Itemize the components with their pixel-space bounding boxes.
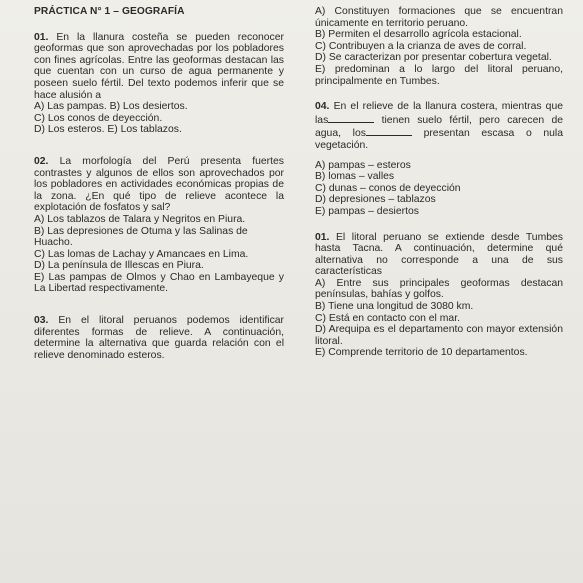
question-4-text-c: presentan escasa o nula vegetación.	[315, 128, 564, 151]
question-1-number: 01.	[34, 31, 49, 43]
question-1-option: A) Las pampas. B) Los desiertos.	[34, 101, 188, 113]
question-4	[315, 101, 563, 217]
question-3-text: En el litoral peruanos podemos identificar diferentes formas de relieve. A continuación, determine la alternativa que guarda relación con el relieve denominado esteros.	[34, 315, 285, 361]
question-2-option: A) Los tablazos de Talara y Negritos en Piura.	[34, 213, 246, 225]
question-1-text: En la llanura costeña se pueden reconocer geoformas que son aprovechadas por los pobladores con fines agrícolas. Entre las geoformas destacan las que cuentan con un curso de agua permanente y poseen suelo fértil. Del texto podemos inferir que se hace alusión a	[34, 31, 284, 101]
question-5	[315, 232, 563, 360]
question-4-text-b: tienen suelo fértil, pero carecen de agua, los	[315, 114, 564, 140]
page-title: PRÁCTICA N° 1 – GEOGRAFÍA	[34, 6, 185, 17]
question-2-option: C) Las lomas de Lachay y Amancaes en Lima.	[34, 248, 249, 260]
question-5-number: 01.	[315, 231, 330, 243]
fill-in-blank	[366, 126, 412, 136]
question-4-number: 04.	[315, 101, 330, 113]
left-column	[34, 6, 284, 367]
question-2	[34, 156, 284, 295]
question-1-option: C) Los conos de deyección.	[34, 112, 163, 124]
question-3-option: C) Contribuyen a la crianza de aves de corral.	[315, 40, 527, 52]
right-column	[315, 6, 563, 365]
question-4-option: E) pampas – desiertos	[315, 205, 419, 217]
question-5-text: El litoral peruano se extiende desde Tumbes hasta Tacna. A continuación, determine qué alternativa no corresponde a una de sus características	[315, 231, 563, 278]
question-4-option: D) depresiones – tablazos	[315, 194, 436, 206]
question-1-option: D) Los esteros. E) Los tablazos.	[34, 124, 182, 136]
question-2-number: 02.	[34, 155, 49, 167]
question-2-option: D) La península de Illescas en Piura.	[34, 260, 204, 272]
question-4-text-a: En el relieve de la llanura costera, mientras que las	[315, 101, 564, 126]
question-3-option: B) Permiten el desarrollo agrícola estacional.	[315, 29, 522, 41]
question-3-options	[315, 6, 563, 87]
question-5-option: A) Entre sus principales geoformas destacan penínsulas, bahías y golfos.	[315, 277, 563, 301]
question-3-number: 03.	[34, 315, 49, 327]
question-3-option: E) predominan a lo largo del litoral peruano, principalmente en Tumbes.	[315, 63, 563, 87]
question-2-text: La morfología del Perú presenta fuertes contrastes y algunos de ellos son aprovechados por los pobladores en actividades económicas propias de la zona. ¿En qué tipo de relieve acontece la explotación de fosfatos y sal?	[34, 155, 284, 214]
question-3-option: A) Constituyen formaciones que se encuentran únicamente en territorio peruano.	[315, 6, 563, 29]
question-2-option: B) Las depresiones de Otuma y las Salinas de Huacho.	[34, 225, 248, 249]
question-1	[34, 32, 284, 136]
question-4-option: B) lomas – valles	[315, 171, 395, 183]
question-4-option: A) pampas – esteros	[315, 159, 411, 171]
fill-in-blank	[328, 113, 374, 123]
question-5-option: D) Arequipa es el departamento con mayor extensión litoral.	[315, 324, 563, 347]
question-5-option: B) Tiene una longitud de 3080 km.	[315, 301, 474, 313]
question-3-option: D) Se caracterizan por presentar cobertura vegetal.	[315, 52, 552, 64]
question-2-option: E) Las pampas de Olmos y Chao en Lambayeque y La Libertad respectivamente.	[34, 271, 284, 295]
question-4-option: C) dunas – conos de deyección	[315, 182, 461, 194]
question-5-option: E) Comprende territorio de 10 departamentos.	[315, 347, 528, 359]
question-3	[34, 315, 284, 361]
question-5-option: C) Está en contacto con el mar.	[315, 312, 460, 324]
